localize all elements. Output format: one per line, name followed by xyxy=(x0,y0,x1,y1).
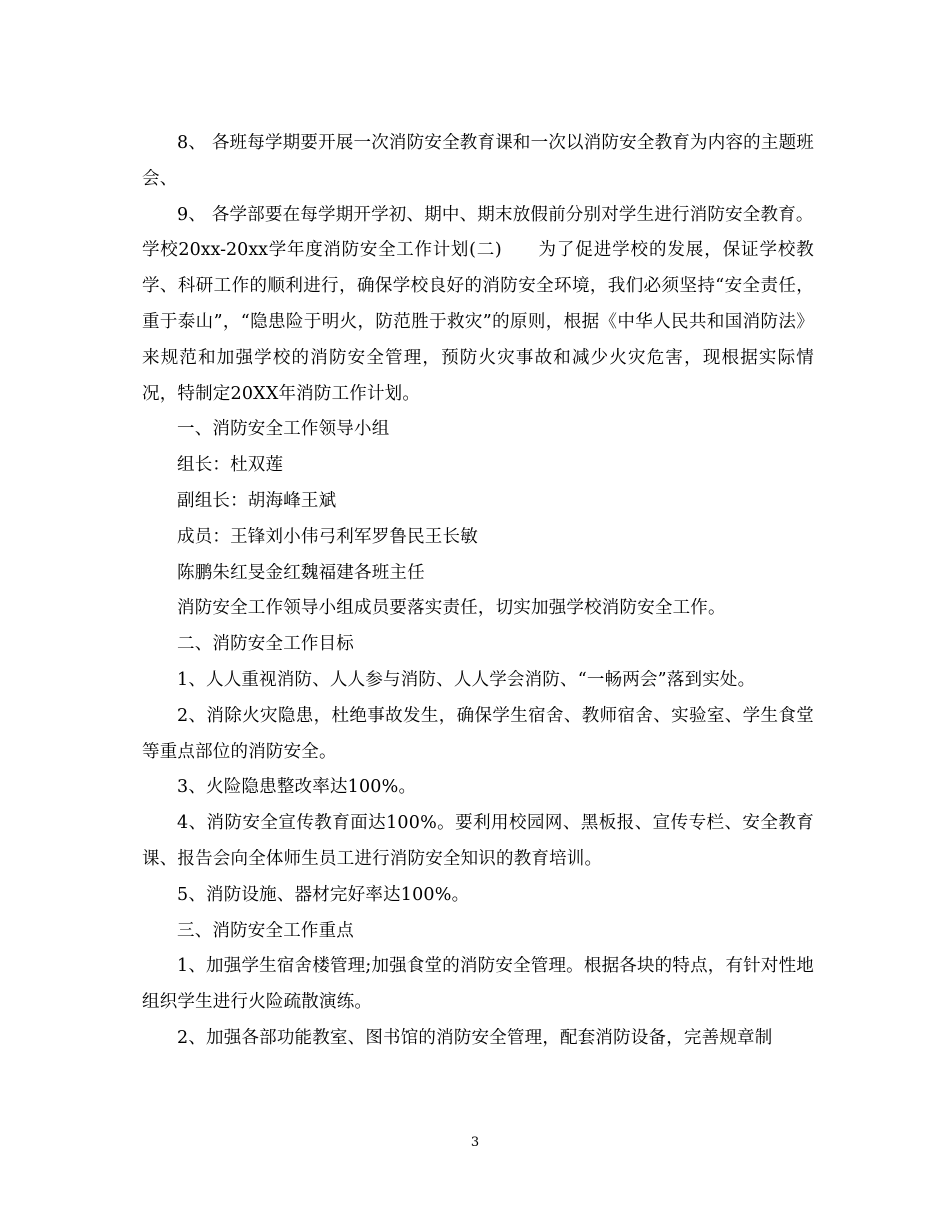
priority-item-2: 2、加强各部功能教室、图书馆的消防安全管理，配套消防设备，完善规章制 xyxy=(177,1027,773,1048)
members-line: 成员：王锋刘小伟弓利军罗鲁民王长敏 xyxy=(177,526,478,547)
document-body xyxy=(142,126,814,1057)
goal-item-2: 2、消除火灾隐患，杜绝事故发生，确保学生宿舍、教师宿舍、实验室、学生食堂等重点部位的消防安全。 xyxy=(142,705,814,762)
plan-intro-text: 为了促进学校的发展，保证学校教学、科研工作的顺利进行，确保学校良好的消防安全环境，我们必须坚持“安全责任，重于泰山”，“隐患险于明火，防范胜于救灾”的原则，根据《中华人民共和国消防法》来规范和加强学校的消防安全管理，预防火灾事故和减少火灾危害，现根据实际情况，特制定20XX年消防工作计划。 xyxy=(142,240,815,404)
goal-item-1: 1、人人重视消防、人人参与消防、人人学会消防、“一畅两会”落到实处。 xyxy=(177,669,756,690)
section-heading-priorities: 三、消防安全工作重点 xyxy=(177,920,354,941)
paragraph-item-9: 9、 各学部要在每学期开学初、期中、期末放假前分别对学生进行消防安全教育。 xyxy=(177,204,814,225)
priority-item-1: 1、加强学生宿舍楼管理;加强食堂的消防安全管理。根据各块的特点，有针对性地组织学生进行火险疏散演练。 xyxy=(142,956,814,1013)
members-continued-line: 陈鹏朱红旻金红魏福建各班主任 xyxy=(177,562,425,583)
section-heading-leadership: 一、消防安全工作领导小组 xyxy=(177,419,390,440)
plan-intro-paragraph xyxy=(142,233,814,412)
leadership-responsibility-paragraph: 消防安全工作领导小组成员要落实责任，切实加强学校消防安全工作。 xyxy=(177,598,726,619)
goal-item-4: 4、消防安全宣传教育面达100%。要利用校园网、黑板报、宣传专栏、安全教育课、报告会向全体师生员工进行消防安全知识的教育培训。 xyxy=(142,813,814,869)
page-number: 3 xyxy=(470,1135,480,1150)
leader-line: 组长：杜双莲 xyxy=(177,455,284,476)
goal-item-3: 3、火险隐患整改率达100%。 xyxy=(177,777,417,798)
paragraph-item-8: 8、 各班每学期要开展一次消防安全教育课和一次以消防安全教育为内容的主题班会、 xyxy=(142,133,814,189)
plan-title: 学校20xx-20xx学年度消防安全工作计划(二) xyxy=(142,240,502,261)
section-heading-goals: 二、消防安全工作目标 xyxy=(177,634,354,655)
deputy-leader-line: 副组长：胡海峰王斌 xyxy=(177,490,337,511)
goal-item-5: 5、消防设施、器材完好率达100%。 xyxy=(177,884,470,905)
